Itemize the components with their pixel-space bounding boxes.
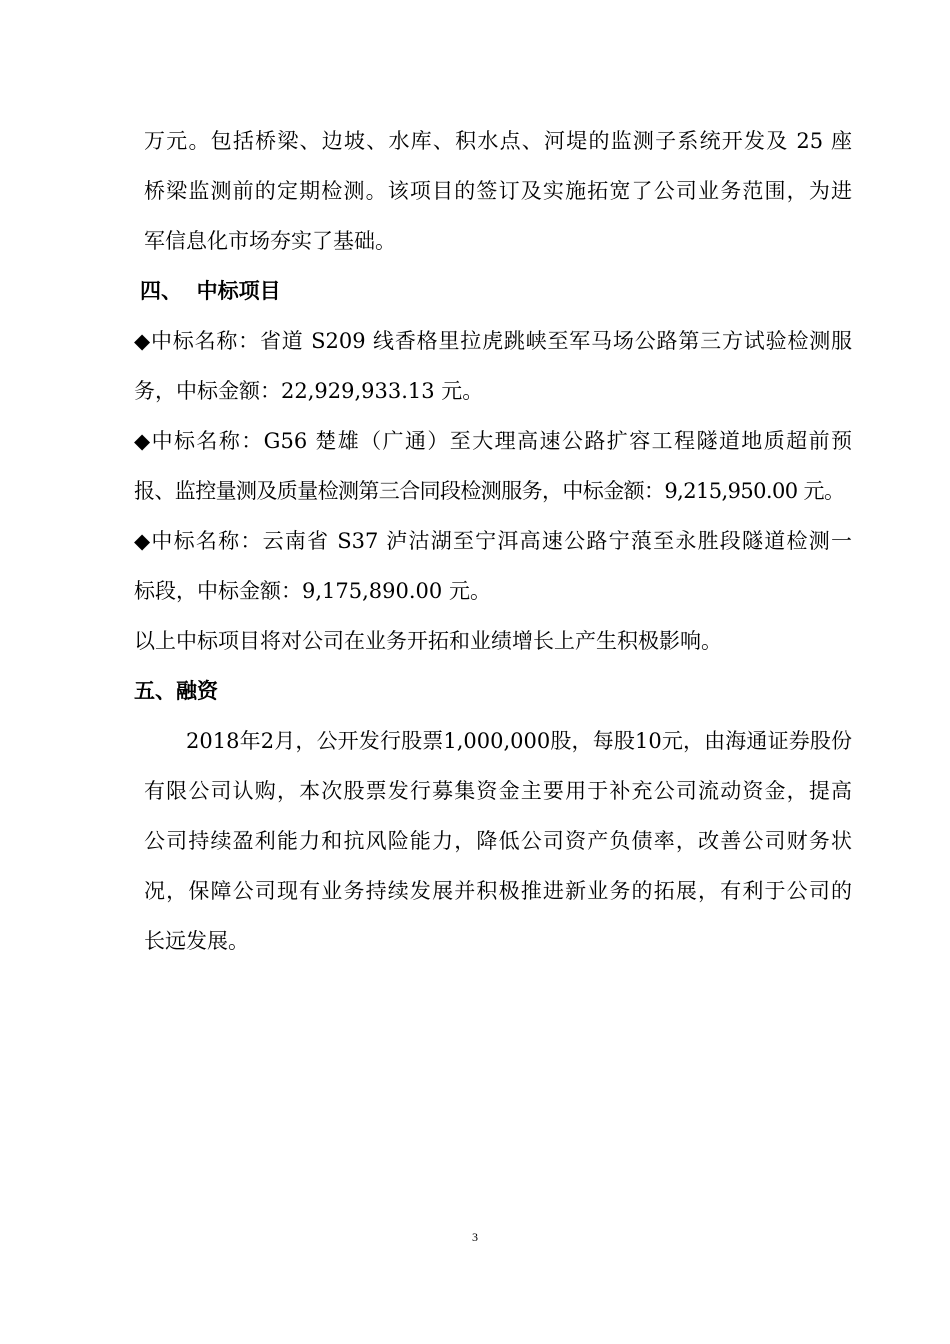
bid-item-line: 务，中标金额：22,929,933.13 元。 — [134, 379, 484, 403]
financing-line: 2018年2月，公开发行股票1,000,000股，每股10元，由海通证券股份 — [186, 729, 852, 753]
bid-summary: 以上中标项目将对公司在业务开拓和业绩增长上产生积极影响。 — [134, 629, 722, 653]
section-heading-bid-projects: 四、 中标项目 — [140, 278, 281, 303]
paragraph-line: 军信息化市场夯实了基础。 — [144, 229, 396, 253]
paragraph-line: 万元。包括桥梁、边坡、水库、积水点、河堤的监测子系统开发及 25 座 — [144, 129, 852, 153]
financing-line: 有限公司认购，本次股票发行募集资金主要用于补充公司流动资金，提高 — [144, 779, 852, 803]
bid-item-line: 标段，中标金额：9,175,890.00 元。 — [134, 579, 491, 603]
bid-item-line: ◆中标名称：云南省 S37 泸沽湖至宁洱高速公路宁蒗至永胜段隧道检测一 — [134, 529, 852, 553]
bid-item-line: 报、监控量测及质量检测第三合同段检测服务，中标金额：9,215,950.00 元。 — [134, 479, 845, 503]
financing-line: 况，保障公司现有业务持续发展并积极推进新业务的拓展，有利于公司的 — [144, 879, 852, 903]
section-heading-financing: 五、融资 — [134, 678, 218, 703]
bid-item-line: ◆中标名称：G56 楚雄（广通）至大理高速公路扩容工程隧道地质超前预 — [134, 429, 852, 453]
page-number: 3 — [472, 1230, 478, 1244]
bid-item-line: ◆中标名称：省道 S209 线香格里拉虎跳峡至军马场公路第三方试验检测服 — [134, 329, 852, 353]
paragraph-line: 桥梁监测前的定期检测。该项目的签订及实施拓宽了公司业务范围，为进 — [144, 179, 852, 203]
financing-line: 公司持续盈利能力和抗风险能力，降低公司资产负债率，改善公司财务状 — [144, 829, 852, 853]
financing-line: 长远发展。 — [144, 929, 249, 953]
